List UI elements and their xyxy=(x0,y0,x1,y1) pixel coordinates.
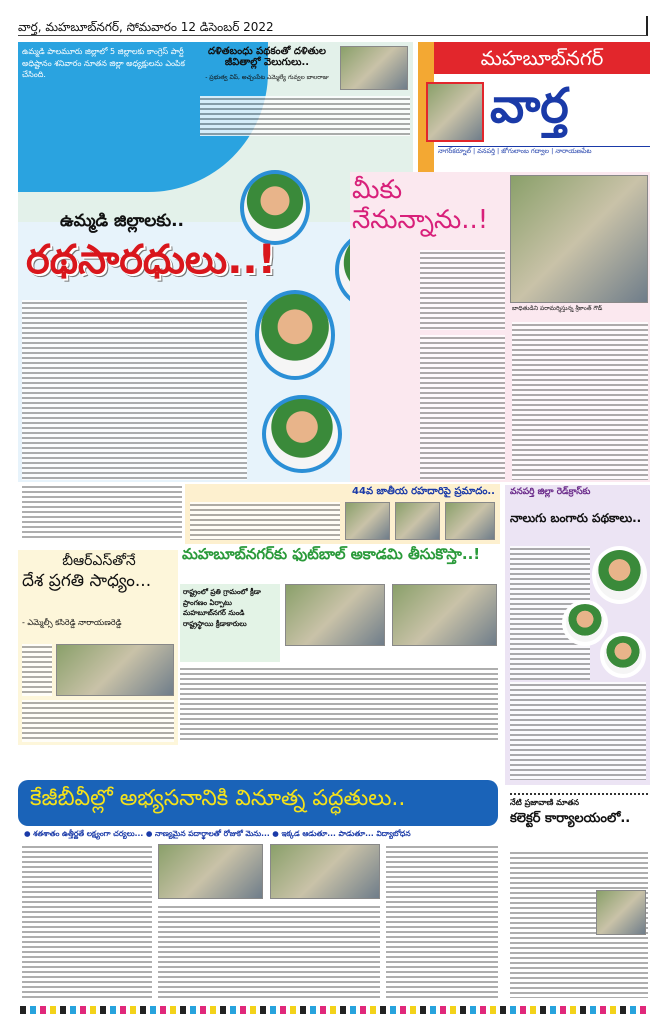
prajavani-kicker: నేటి ప్రజావాణి మాతన xyxy=(510,793,648,809)
rathasaradhulu-body xyxy=(22,300,247,480)
meeku-title: మీకు నేనున్నాను..! xyxy=(352,175,489,235)
dateline: వార్త, మహబూబ్‌నగర్, సోమవారం 12 డిసెంబర్ 2022 xyxy=(18,20,274,34)
brs-body xyxy=(22,644,52,696)
meeku-body-1 xyxy=(420,335,505,480)
official-photo-2 xyxy=(562,600,608,646)
left-continued-body xyxy=(22,484,182,539)
kgbv-title: కేజీబీవీల్లో అభ్యసనానికి వినూత్న పద్ధతులు.. xyxy=(30,786,406,811)
kgbv-content xyxy=(18,842,498,1002)
rathasaradhulu-title: రథసారధులు..! xyxy=(26,237,276,283)
dalitha-byline: - ప్రభుత్వ విప్, అచ్చంపేట ఎమ్మెల్యే గువ్వల బాలరాజు xyxy=(205,74,329,81)
accident-photo-2 xyxy=(395,502,440,540)
redcross-kicker: వనపర్తి జిల్లా రెడ్‌క్రాస్‌కు xyxy=(510,487,591,497)
color-registration-bar xyxy=(20,1006,650,1014)
football-bullet: రాష్ట్రంలో ప్రతి గ్రామంలో క్రీడా ప్రాంగణం ఏర్పాటు xyxy=(183,588,261,607)
dateline-bar xyxy=(18,16,648,36)
kgbv-photo-2 xyxy=(270,844,380,899)
prajavani-title: కలెక్టర్ కార్యాలయంలో.. xyxy=(510,811,631,826)
dalitha-title: దళితబంధు పథకంతో దళితుల జీవితాల్లో వెలుగులు.. xyxy=(207,46,326,68)
dam-photo xyxy=(426,82,484,142)
accident-photo-3 xyxy=(445,502,495,540)
brs-byline: - ఎమ్మెల్సీ కసిరెడ్డి నారాయణరెడ్డి xyxy=(22,618,122,627)
football-photo-1 xyxy=(285,584,385,646)
football-bullets xyxy=(180,584,280,662)
redcross-title: నాలుగు బంగారు పథకాలు.. xyxy=(510,511,642,525)
football-body xyxy=(180,666,498,742)
kgbv-body-2 xyxy=(158,904,380,1000)
football-title: మహబూబ్‌నగర్‌కు ఫుట్‌బాల్ అకాడమి తీసుకొస్తా..! xyxy=(182,545,481,563)
masthead xyxy=(418,42,650,172)
kgbv-body-3 xyxy=(386,844,498,1000)
football-bullet: మహబూబ్‌నగర్ నుండి రాష్ట్రస్థాయి క్రీడాకారులు xyxy=(183,609,247,628)
dalitha-photo xyxy=(340,46,408,90)
kgbv-photo-1 xyxy=(158,844,263,899)
leader-photo-1 xyxy=(240,170,310,245)
masthead-logo: వార్త xyxy=(490,78,569,134)
brs-title: దేశ ప్రగతి సాధ్యం... xyxy=(22,571,152,591)
accident-photo-1 xyxy=(345,502,390,540)
prajavani-photo xyxy=(596,890,646,935)
brs-body-2 xyxy=(22,700,174,742)
redcross-body-2 xyxy=(510,682,646,780)
masthead-district: మహబూబ్‌నగర్ xyxy=(434,42,650,74)
official-photo-3 xyxy=(600,632,646,678)
intro-text: ఉమ్మడి పాలమూరు జిల్లాలో 5 జిల్లాలకు కాంగ్రెస్ పార్టీ అధిష్టానం శనివారం నూతన జిల్లా అధ్యక్షులను ఎంపిక చేసింది. xyxy=(22,47,185,80)
kgbv-banner xyxy=(18,780,498,826)
masthead-strip: నాగర్‌కర్నూల్ | వనపర్తి | జోగులాంబ గద్వాల | నారాయణపేట xyxy=(438,146,650,155)
meeku-body-2 xyxy=(512,322,648,480)
kgbv-sub: ● శతశాతం ఉత్తీర్ణతే లక్ష్యంగా చర్యలు... ● నాణ్యమైన పదార్థాలతో రోజుకో మెను... ● ఇక్కడ ఆడుతూ... పాడుతూ... విద్యాబోధన xyxy=(24,829,411,838)
meeku-highlights xyxy=(420,250,505,330)
accident-body xyxy=(190,502,340,540)
leader-photo-3 xyxy=(255,290,335,380)
brs-kicker: బీఆర్ఎస్‌తోనే xyxy=(62,553,136,569)
brs-photo xyxy=(56,644,174,696)
collector-photo xyxy=(592,546,647,604)
leader-photo-4 xyxy=(262,395,342,473)
meeku-caption: బాధితుడిని పరామర్శిస్తున్న శ్రీకాంత్ గౌడ్ xyxy=(512,305,603,312)
rathasaradhulu-kicker: ఉమ్మడి జిల్లాలకు.. xyxy=(60,211,184,231)
meeku-photo xyxy=(510,175,648,303)
kgbv-body-1 xyxy=(22,844,152,1000)
dalitha-body xyxy=(200,96,410,136)
football-photo-2 xyxy=(392,584,497,646)
accident-title: 44వ జాతీయ రహదారిపై ప్రమాదం.. xyxy=(352,486,495,497)
kgbv-section xyxy=(18,780,498,1002)
